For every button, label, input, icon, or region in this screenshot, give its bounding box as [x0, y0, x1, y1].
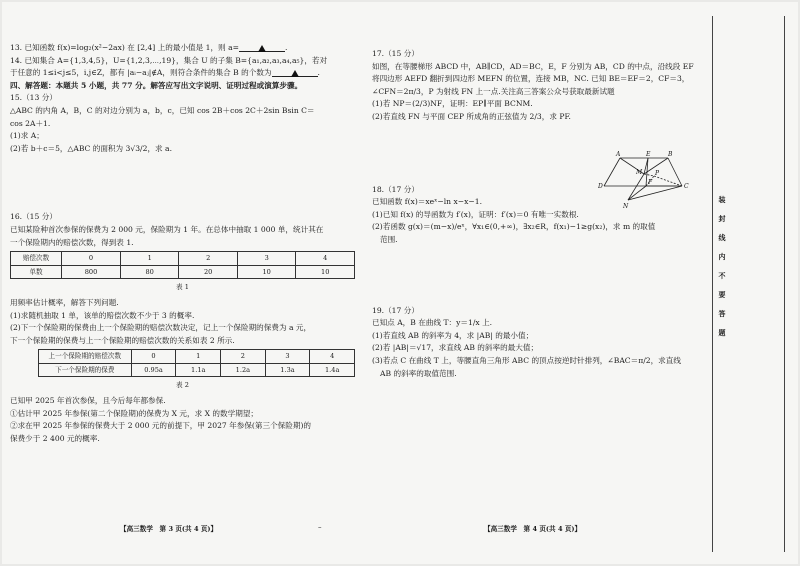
table-1	[10, 251, 355, 279]
q18-part1: (1)已知 f(x) 的导函数为 f′(x)，证明：f′(x)＝0 有唯一实数根.	[372, 209, 579, 219]
left-column	[10, 42, 355, 445]
q16-part1: (1)求随机抽取 1 单，该单的赔偿次数不少于 3 的概率.	[10, 310, 195, 320]
q19-text1: 已知点 A，B 在曲线 T：y＝1/x 上.	[372, 318, 493, 328]
triangle-icon	[258, 45, 266, 52]
label-P: P	[655, 170, 660, 177]
table-2-caption: 表 2	[176, 381, 189, 390]
answer-blank	[239, 43, 285, 52]
q16-text1: 已知某险种首次参保的保费为 2 000 元，保险期为 1 年。在总体中抽取 1 000 单，统计其在	[10, 224, 324, 234]
q18-part2b: 范围.	[380, 234, 398, 244]
label-M: M	[636, 169, 643, 176]
table-2	[38, 349, 355, 377]
label-D: D	[598, 183, 603, 190]
q15-part1: (1)求 A；	[10, 131, 44, 141]
label-F: F	[648, 179, 653, 186]
q19-part2: (2)若 |AB|＝√17，求直线 AB 的斜率的最大值；	[372, 343, 539, 353]
q13: 13. 已知函数 f(x)=log₂(x²−2ax) 在 [2,4] 上的最小值是 1，则 a= .	[10, 43, 288, 52]
binding-note: 装 封 线 内 不 要 答 题	[718, 195, 726, 337]
q18-text1: 已知函数 f(x)＝xeˣ−ln x−x−1.	[372, 197, 483, 207]
right-column	[372, 48, 707, 380]
q15-text1: △ABC 的内角 A，B，C 的对边分别为 a，b，c，已知 cos 2B＋cos 2C＋2sin Bsin C＝	[10, 105, 315, 115]
q19-part3b: AB 的斜率的取值范围.	[380, 368, 457, 378]
q16-text4: 已知甲 2025 年首次参保，且今后每年都参保.	[10, 396, 166, 406]
page-footer-left: 【高三数学 第 3 页(共 4 页)】	[120, 525, 218, 533]
answer-blank	[272, 68, 318, 77]
label-C: C	[684, 183, 689, 190]
q16-sub1: ①估计甲 2025 年参保(第二个保险期)的保费为 X 元，求 X 的数学期望；	[10, 408, 258, 418]
q14-line1: 14. 已知集合 A={1,3,4,5}，U={1,2,3,⋯,19}，集合 U 的子集 B={a₁,a₂,a₃,a₄,a₅}，若对	[10, 55, 328, 65]
q18-title: 18.（17 分）	[372, 184, 419, 194]
q16-title: 16.（15 分）	[10, 212, 57, 222]
triangle-icon	[291, 70, 299, 77]
label-B: B	[668, 151, 673, 158]
q15-part2: (2)若 b＋c＝5，△ABC 的面积为 3√3/2，求 a.	[10, 143, 172, 153]
q16-sub2: ②求在甲 2025 年参保的保费大于 2 000 元的前提下，甲 2027 年参保(第三个保险期)的	[10, 421, 312, 431]
geometry-figure	[598, 150, 710, 210]
q16-text3: 用频率估计概率，解答下列问题.	[10, 297, 119, 307]
page-footer-right: 【高三数学 第 4 页(共 4 页)】	[484, 525, 582, 533]
q17-title: 17.（15 分）	[372, 49, 419, 58]
exam-sheet	[2, 2, 798, 564]
q17-part2: (2)若直线 FN 与平面 CEP 所成角的正弦值为 2/3，求 PF.	[372, 111, 571, 121]
binding-line-left	[712, 16, 713, 552]
table-row: 上一个保险期的赔偿次数 0 1 2 3 4	[39, 350, 355, 364]
label-A: A	[616, 151, 621, 158]
label-E: E	[646, 151, 651, 158]
label-N: N	[623, 203, 629, 210]
table-row: 赔偿次数 0 1 2 3 4	[11, 252, 355, 266]
table-row: 单数 800 80 20 10 10	[11, 265, 355, 279]
q16-part2b: 下一个保险期的保费与上一个保险期的赔偿次数的关系如表 2 所示.	[10, 335, 235, 345]
q19-title: 19.（17 分）	[372, 305, 419, 315]
q15-text2: cos 2A＋1.	[10, 118, 51, 128]
q17-text1: 如图，在等腰梯形 ABCD 中，AB∥CD，AD＝BC，E，F 分别为 AB，CD 的中点，沿线段 EF	[372, 61, 694, 71]
table-row: 下一个保险期的保费 0.95a 1.1a 1.2a 1.3a 1.4a	[39, 363, 355, 377]
binding-line-right	[784, 16, 785, 552]
q17-part1: (1)若 NP＝(2/3)NF，证明：EP∥平面 BCNM.	[372, 99, 533, 109]
q15-title: 15.（13 分）	[10, 93, 57, 103]
q16-part2: (2)下一个保险期的保费由上一个保险期的赔偿次数决定，记上一个保险期的保费为 a 元，	[10, 323, 312, 333]
q17-text3: ∠CFN＝2π/3，P 为射线 FN 上一点.关注高三答案公众号获取最新试题	[372, 86, 615, 96]
q17-text2: 将四边形 AEFD 翻折到四边形 MEFN 的位置，连接 MB，NC. 已知 BE＝EF＝2，CF＝3，	[372, 74, 690, 84]
q16-sub2b: 保费少于 2 400 元的概率.	[10, 433, 100, 443]
q19-part3: (3)若点 C 在曲线 T 上，等腰直角三角形 ABC 的顶点按逆时针排列，∠BAC＝π/2，求直线	[372, 355, 681, 365]
section-heading: 四、解答题：本题共 5 小题，共 77 分。解答应写出文字说明、证明过程或演算步骤。	[10, 80, 303, 90]
q14-line2: 于任意的 1≤i<j≤5，i,j∈Z，都有 |aᵢ−aⱼ|∉A，则符合条件的集合 B 的个数为 .	[10, 68, 320, 78]
q16-text2: 一个保险期内的赔偿次数，得到表 1.	[10, 237, 134, 247]
q19-part1: (1)若直线 AB 的斜率为 4，求 |AB| 的最小值；	[372, 330, 534, 340]
table-1-caption: 表 1	[176, 283, 189, 292]
q18-part2: (2)若函数 g(x)＝(m−x)/eˣ，∀x₁∈(0,+∞)，∃x₂∈R，f(x₁)−1≥g(x₂)，求 m 的取值	[372, 222, 656, 232]
page-dash: –	[318, 523, 322, 531]
